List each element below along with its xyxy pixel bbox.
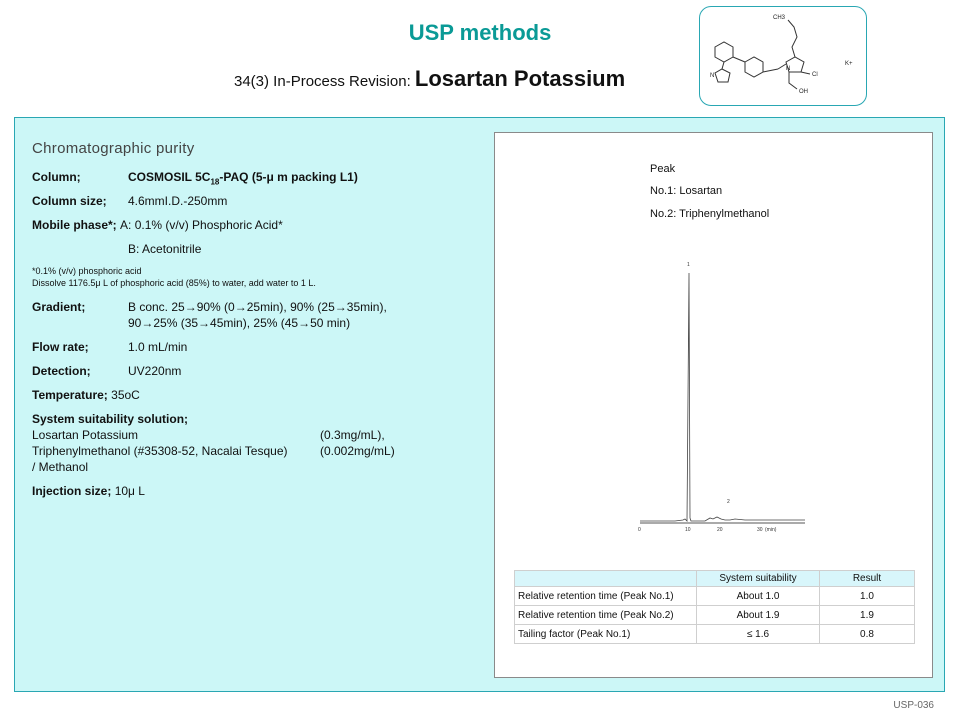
suitability-label: System suitability solution; <box>32 412 189 426</box>
results-cell: 0.8 <box>820 625 915 644</box>
results-header-row <box>515 571 915 587</box>
x-tick-30: 30 <box>757 527 763 533</box>
temperature-value: 35oC <box>111 388 140 402</box>
x-tick-10: 10 <box>685 527 691 533</box>
results-header-blank <box>515 571 697 587</box>
tetrazole-n-label: N <box>710 73 715 79</box>
tetrazole-ring <box>715 69 730 82</box>
losartan-structure-diagram <box>700 7 866 105</box>
x-tick-0: 0 <box>638 527 641 533</box>
table-row <box>515 587 915 606</box>
results-header-result: Result <box>820 571 915 587</box>
suitability-line-2 <box>32 444 395 458</box>
detection-label: Detection; <box>32 364 91 378</box>
compound-name: Losartan Potassium <box>414 66 626 91</box>
results-header-suitability: System suitability <box>697 571 820 587</box>
chromatogram-plot <box>635 253 815 543</box>
imidazole-n-label: N <box>786 66 791 72</box>
suitability-line-1 <box>32 428 385 442</box>
x-axis-unit: (min) <box>765 527 777 533</box>
results-cell: 1.0 <box>820 587 915 606</box>
suitability-solvent: / Methanol <box>32 460 89 474</box>
table-row <box>515 606 915 625</box>
phosphoric-note <box>32 265 316 289</box>
column-size-row <box>32 194 227 208</box>
subtitle-prefix: 34(3) In-Process Revision: <box>234 73 411 90</box>
potassium-label: K+ <box>845 61 853 67</box>
note-line-1: *0.1% (v/v) phosphoric acid <box>32 266 142 276</box>
mobile-phase-row <box>32 218 283 232</box>
gradient-label: Gradient; <box>32 300 86 314</box>
oh-label: OH <box>799 89 808 95</box>
results-cell: About 1.9 <box>697 606 820 625</box>
benzene-ring-left <box>715 42 733 62</box>
results-cell: About 1.0 <box>697 587 820 606</box>
injection-row <box>32 484 145 498</box>
column-row <box>32 170 358 186</box>
note-line-2: Dissolve 1176.5μ L of phosphoric acid (85%) to water, add water to 1 L. <box>32 278 316 288</box>
flow-rate-row <box>32 340 187 354</box>
column-size-label: Column size; <box>32 194 107 208</box>
column-label: Column; <box>32 170 81 184</box>
cl-label: Cl <box>812 72 818 78</box>
results-cell: ≤ 1.6 <box>697 625 820 644</box>
benzene-ring-right <box>745 57 763 77</box>
peak-1-legend: No.1: Losartan <box>650 185 723 197</box>
results-cell: Tailing factor (Peak No.1) <box>515 625 697 644</box>
peak-2-legend: No.2: Triphenylmethanol <box>650 208 770 220</box>
mobile-phase-b: B: Acetonitrile <box>128 242 202 256</box>
ch3-label: CH3 <box>773 15 786 21</box>
results-cell: 1.9 <box>820 606 915 625</box>
suitability-conc-2: (0.002mg/mL) <box>320 444 395 458</box>
flow-rate-value: 1.0 mL/min <box>128 340 188 354</box>
gradient-line-2: 90→25% (35→45min), 25% (45→50 min) <box>128 316 351 330</box>
injection-label: Injection size; <box>32 484 112 498</box>
section-title: Chromatographic purity <box>32 140 195 157</box>
column-size-value: 4.6mmI.D.-250mm <box>128 194 228 208</box>
injection-value: 10μ L <box>114 484 145 498</box>
flow-rate-label: Flow rate; <box>32 340 89 354</box>
gradient-row <box>32 300 387 314</box>
results-cell: Relative retention time (Peak No.1) <box>515 587 697 606</box>
peak-label-1: 1 <box>687 262 690 268</box>
page-title: USP methods <box>408 20 552 45</box>
temperature-row <box>32 388 140 402</box>
results-cell: Relative retention time (Peak No.2) <box>515 606 697 625</box>
temperature-label: Temperature; <box>32 388 108 402</box>
column-value: COSMOSIL $5C_{18}$-PAQ (5-μ m packing L1) <box>128 170 358 187</box>
peak-heading: Peak <box>650 163 676 175</box>
suitability-conc-1: (0.3mg/mL), <box>320 428 385 442</box>
peak-label-2: 2 <box>727 499 730 505</box>
x-tick-20: 20 <box>717 527 723 533</box>
chemical-structure <box>699 6 867 106</box>
suitability-compound-2: Triphenylmethanol (#35308-52, Nacalai Tesque) <box>32 444 288 458</box>
gradient-line-1: B conc. 25→90% (0→25min), 90% (25→35min), <box>128 300 387 314</box>
document-code: USP-036 <box>893 700 934 711</box>
mobile-phase-a: A: 0.1% (v/v) Phosphoric Acid* <box>120 218 283 232</box>
results-table <box>514 570 915 644</box>
method-panel <box>14 117 945 692</box>
table-row <box>515 625 915 644</box>
mobile-phase-label: Mobile phase*; <box>32 218 117 232</box>
suitability-compound-1: Losartan Potassium <box>32 428 139 442</box>
detection-row <box>32 364 181 378</box>
page-subtitle <box>234 66 625 92</box>
detection-value: UV220nm <box>128 364 182 378</box>
chromatogram-trace <box>640 273 805 521</box>
chromatogram-panel <box>494 132 933 678</box>
